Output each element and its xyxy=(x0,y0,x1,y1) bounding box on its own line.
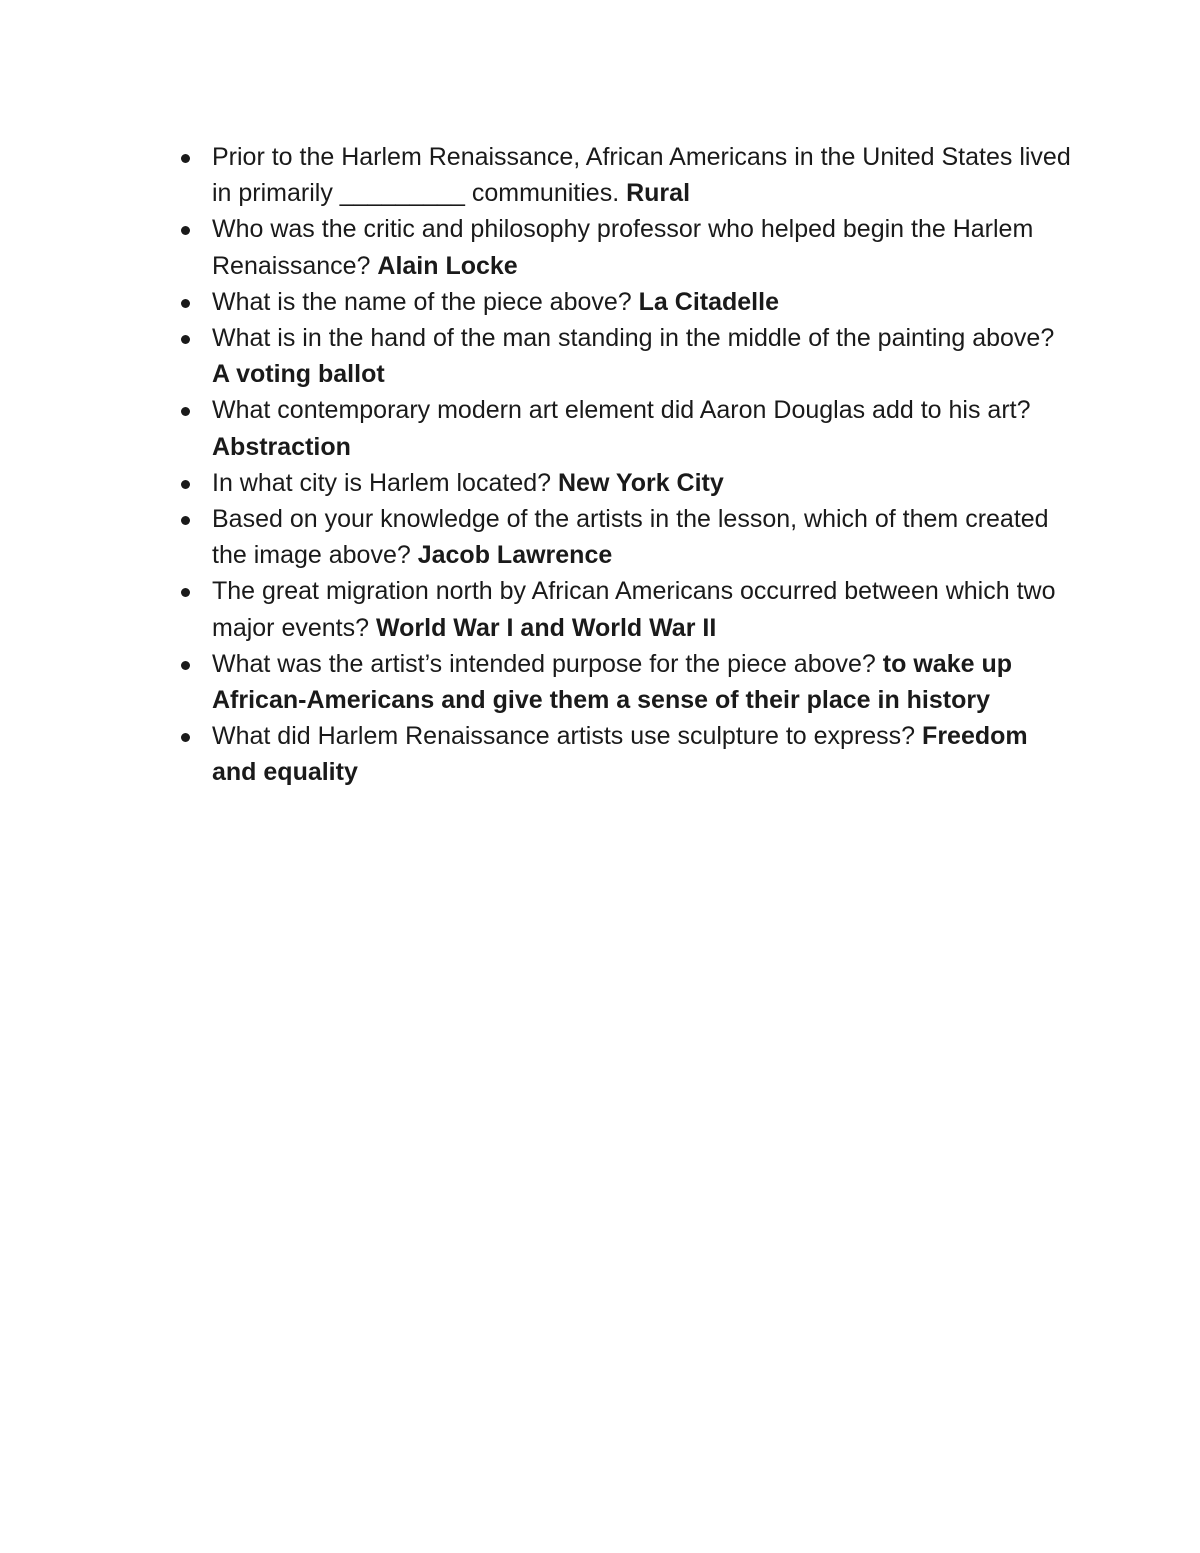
answer-text: Rural xyxy=(626,179,691,208)
bullet-icon xyxy=(181,588,190,597)
question-text: What was the artist’s intended purpose for the piece above? xyxy=(212,649,876,678)
list-item xyxy=(212,646,1072,718)
answer-text: A voting ballot xyxy=(212,360,385,389)
list-item xyxy=(212,211,1072,283)
question-text: Who was the critic and philosophy professor who helped begin the Harlem Renaissance? xyxy=(212,215,1034,280)
list-item xyxy=(212,320,1072,392)
bullet-icon xyxy=(181,299,190,308)
bullet-icon xyxy=(181,516,190,525)
bullet-icon xyxy=(181,661,190,670)
answer-text: Alain Locke xyxy=(377,251,518,280)
question-text: Based on your knowledge of the artists in the lesson, which of them created the image above? xyxy=(212,505,1049,570)
question-text: What contemporary modern art element did Aaron Douglas add to his art? xyxy=(212,396,1031,425)
question-list xyxy=(212,139,1072,791)
list-item xyxy=(212,392,1072,464)
bullet-icon xyxy=(181,733,190,742)
answer-text: Jacob Lawrence xyxy=(417,541,613,570)
answer-text: Freedom and equality xyxy=(212,722,1028,787)
question-text: What is in the hand of the man standing in the middle of the painting above? xyxy=(212,324,1055,353)
bullet-icon xyxy=(181,407,190,416)
question-text: What is the name of the piece above? xyxy=(212,287,632,316)
answer-text: to wake up African-Americans and give them a sense of their place in history xyxy=(212,649,1012,715)
bullet-icon xyxy=(181,480,190,489)
answer-text: Abstraction xyxy=(212,432,351,461)
question-text: What did Harlem Renaissance artists use sculpture to express? xyxy=(212,722,916,751)
list-item xyxy=(212,139,1072,211)
bullet-icon xyxy=(181,154,190,163)
list-item xyxy=(212,718,1072,790)
list-item xyxy=(212,465,1072,501)
bullet-icon xyxy=(181,335,190,344)
question-text: The great migration north by African Americans occurred between which two major events? xyxy=(212,577,1056,642)
list-item xyxy=(212,284,1072,320)
answer-text: La Citadelle xyxy=(638,287,779,316)
list-item xyxy=(212,501,1072,573)
answer-text: World War I and World War II xyxy=(375,613,717,642)
answer-text: New York City xyxy=(557,468,724,497)
bullet-icon xyxy=(181,226,190,235)
question-text: In what city is Harlem located? xyxy=(212,468,552,497)
question-text: Prior to the Harlem Renaissance, African Americans in the United States lived in primarily _________ communities. xyxy=(212,143,1071,208)
list-item xyxy=(212,573,1072,645)
